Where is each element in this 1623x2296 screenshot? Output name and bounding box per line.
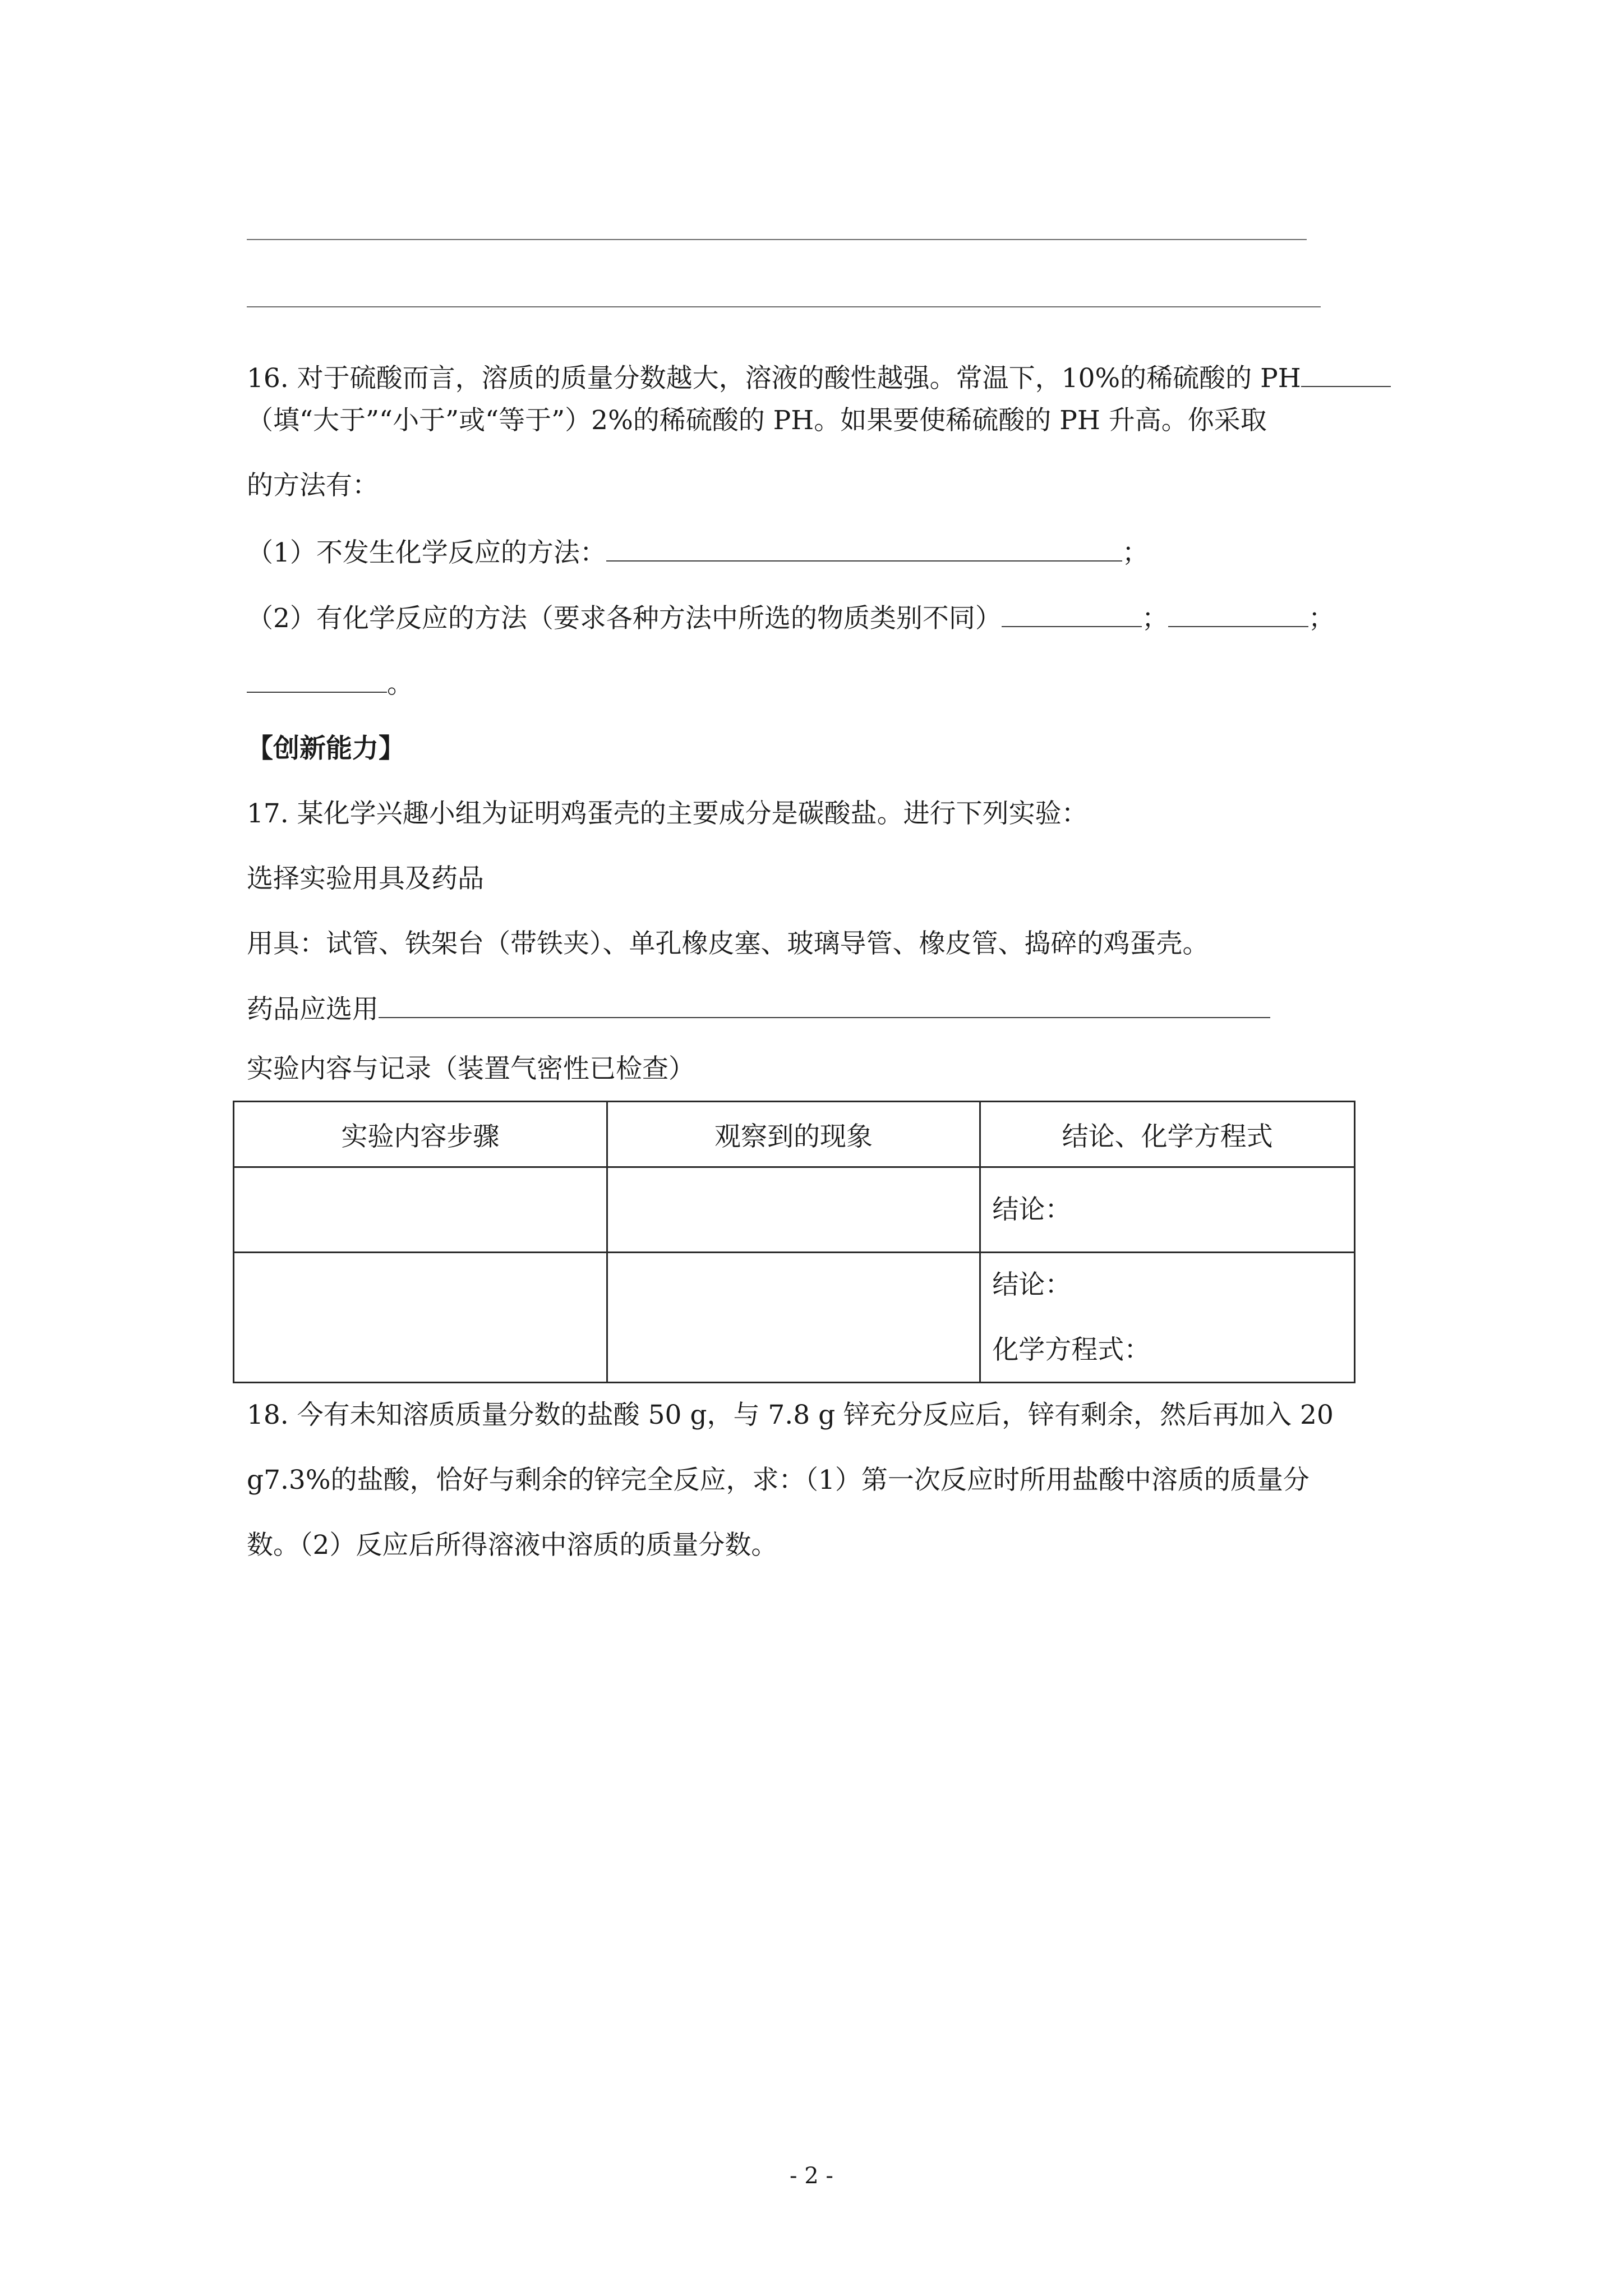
q16-method-2: [247, 601, 1335, 636]
conclusion-label: 结论：: [992, 1269, 1072, 1300]
q16-text: （填“大于”“小于”或“等于”）2%的稀硫酸的 PH。如果要使稀硫酸的 PH 升高。你采取: [247, 405, 1267, 436]
table-cell-conclusion[interactable]: [980, 1167, 1355, 1253]
punctuation: ；: [1308, 603, 1335, 634]
table-header-row: [234, 1102, 1355, 1167]
method-label: （1）不发生化学反应的方法：: [247, 537, 606, 568]
blank-field[interactable]: [606, 536, 1122, 562]
page-number: - 2 -: [790, 2163, 833, 2189]
table-row: [234, 1167, 1355, 1253]
punctuation: ；: [1141, 603, 1168, 634]
q18-line-3: 数。（2）反应后所得溶液中溶质的质量分数。: [247, 1530, 778, 1561]
answer-line: [247, 306, 1321, 307]
table-cell-phenomenon[interactable]: [607, 1253, 980, 1383]
table-header: 结论、化学方程式: [980, 1102, 1355, 1167]
q17-line-1: 17. 某化学兴趣小组为证明鸡蛋壳的主要成分是碳酸盐。进行下列实验：: [247, 798, 1088, 829]
answer-line: [247, 239, 1307, 240]
table-cell-conclusion[interactable]: [980, 1253, 1355, 1383]
table-cell-step[interactable]: [234, 1253, 607, 1383]
q17-text: 药品应选用: [247, 994, 379, 1025]
q16-line-3: [247, 469, 379, 503]
blank-field[interactable]: [1301, 361, 1391, 387]
q18-line-1: 18. 今有未知溶质质量分数的盐酸 50 g，与 7.8 g 锌充分反应后，锌有剩余，然后再加入 20: [247, 1400, 1334, 1430]
q17-line-4: [247, 992, 1270, 1027]
q16-line-2: [247, 404, 1267, 438]
q16-method-1: [247, 536, 1149, 570]
method-label: （2）有化学反应的方法（要求各种方法中所选的物质类别不同）: [247, 603, 1002, 634]
punctuation: ；: [1122, 537, 1149, 568]
q16-text: 的方法有：: [247, 470, 379, 501]
blank-field[interactable]: [1168, 601, 1308, 627]
q18-line-2: g7.3%的盐酸，恰好与剩余的锌完全反应，求：（1）第一次反应时所用盐酸中溶质的质量分: [247, 1465, 1310, 1496]
equation-label: 化学方程式：: [992, 1334, 1151, 1365]
blank-field[interactable]: [247, 667, 387, 693]
section-heading: 【创新能力】: [247, 733, 405, 764]
table-header: 实验内容步骤: [234, 1102, 607, 1167]
blank-field[interactable]: [379, 992, 1270, 1018]
q16-text: 16. 对于硫酸而言，溶质的质量分数越大，溶液的酸性越强。常温下，10%的稀硫酸的 PH: [247, 363, 1301, 394]
conclusion-label: 结论：: [992, 1194, 1072, 1225]
blank-field[interactable]: [1002, 601, 1142, 627]
table-cell-phenomenon[interactable]: [607, 1167, 980, 1253]
punctuation: 。: [387, 669, 413, 700]
q16-line-1: [247, 361, 1391, 395]
table-cell-step[interactable]: [234, 1167, 607, 1253]
table-row: [234, 1253, 1355, 1383]
q17-line-3: 用具：试管、铁架台（带铁夹）、单孔橡皮塞、玻璃导管、橡皮管、捣碎的鸡蛋壳。: [247, 928, 1209, 959]
q17-line-5: 实验内容与记录（装置气密性已检查）: [247, 1053, 695, 1084]
q16-method-2-cont: [247, 667, 413, 701]
q17-line-2: 选择实验用具及药品: [247, 863, 484, 894]
table-header: 观察到的现象: [607, 1102, 980, 1167]
experiment-table: [233, 1101, 1355, 1383]
